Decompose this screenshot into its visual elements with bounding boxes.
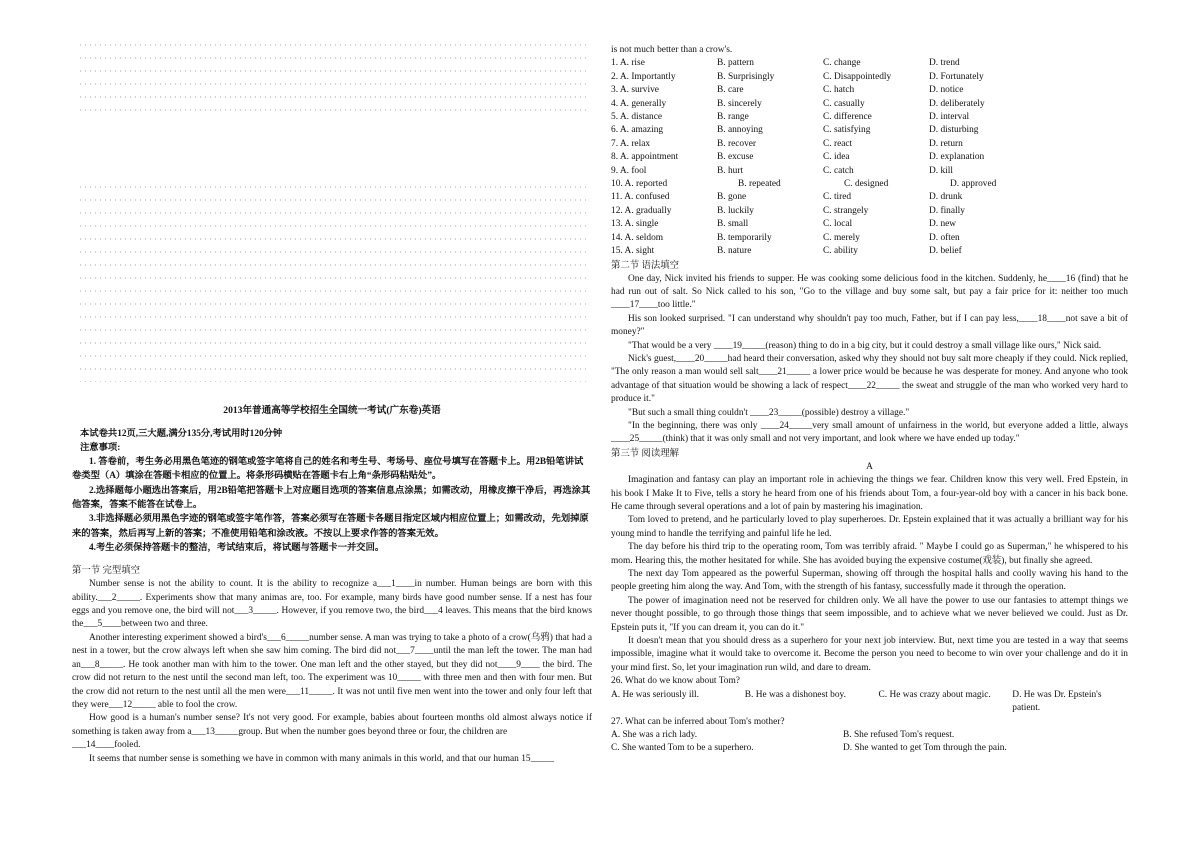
answer-option: C. She wanted Tom to be a superhero.: [611, 743, 754, 754]
option: C. difference: [823, 112, 872, 123]
option: D. disturbing: [929, 125, 979, 136]
option: D. explanation: [929, 152, 985, 163]
answer-option: D. He was Dr. Epstein's patient.: [1012, 689, 1102, 714]
option: C. ability: [823, 246, 858, 257]
option-row: [611, 98, 1128, 111]
note-item: 1. 答卷前，考生务必用黑色笔迹的钢笔或签字笔将自己的姓名和考生号、考场号、座位号填写在答题卡上。用2B铅笔讲试卷类型（A）填涂在答题卡相应的位置上。将条形码横贴在答题卡右上角“条形码粘贴处”。: [72, 457, 584, 482]
option-row: [611, 124, 1128, 137]
option: 10. A. reported: [611, 179, 668, 190]
option: C. local: [823, 219, 853, 230]
option: D. return: [929, 138, 963, 149]
option: 14. A. seldom: [611, 232, 664, 243]
option: C. react: [823, 138, 853, 149]
option: B. range: [717, 112, 749, 123]
answer-row: [611, 729, 1128, 742]
option: C. Disappointedly: [823, 71, 892, 82]
option-row: [611, 84, 1128, 97]
option: B. annoying: [717, 125, 763, 136]
grammar-paragraph: "In the beginning, there was only ____24_____very small amount of unfairness in the world, but everyone added a little, always ____25_____(think) that it was only small and not very important, and look where we have ended up today.": [611, 420, 1128, 445]
grammar-paragraph: Nick's guest,____20_____had heard their conversation, asked why they should not buy salt more cheaply if they could. Nick replied, "The only reason a man would sell salt____21_____ a lower price would be because he was desperate for money. And anyone who took advantage of that situation would be showing a lack of respect____22_____ the sweat and struggle of the man who worked very hard to produce it.": [611, 353, 1128, 405]
option-row: [611, 205, 1128, 218]
option: D. deliberately: [929, 98, 985, 109]
option: 1. A. rise: [611, 58, 645, 69]
reading-paragraph: Imagination and fantasy can play an important role in achieving the things we fear. Children know this very well. Fred Epstein, in his book I Make It to Five, tells a story he heard from one of his friends about Tom, a four-year-old boy with a cancer in his back bone. He came through several operations and a lot of pain by mastering his imagination.: [611, 475, 1128, 512]
cloze-continuation: is not much better than a crow's.: [611, 45, 733, 55]
option: D. belief: [929, 246, 962, 257]
reading-paragraph: The day before his third trip to the operating room, Tom was terribly afraid. " Maybe I could go as Superman," he whispered to his mom. Hearing this, the mother hesitated for while. She has avoided buying the expensive costume(戏装), but finally she agreed.: [611, 542, 1128, 566]
option: C. catch: [823, 165, 854, 176]
grammar-paragraph: "But such a small thing couldn't ____23_____(possible) destroy a village.": [628, 407, 910, 418]
option: D. interval: [929, 112, 970, 123]
option: B. pattern: [717, 58, 754, 69]
grammar-paragraph: His son looked surprised. "I can understand why shouldn't pay too much, Father, but if I can pay less,____18____not save a bit of money?": [611, 313, 1128, 338]
option: D. Fortunately: [929, 71, 984, 82]
option-row: [611, 165, 1128, 178]
right-column: [611, 44, 1128, 756]
option: 6. A. amazing: [611, 125, 664, 136]
exam-info: 本试卷共12页,三大题,满分135分,考试用时120分钟: [80, 428, 283, 439]
option: C. hatch: [823, 85, 855, 96]
note-item: 4.考生必须保持答题卡的整洁，考试结束后，将试题与答题卡一并交回。: [89, 542, 385, 553]
option: D. drunk: [929, 192, 963, 203]
answer-option: A. She was a rich lady.: [611, 729, 698, 740]
option: C. change: [823, 58, 861, 69]
answer-option: A. He was seriously ill.: [611, 689, 700, 700]
options-list: [611, 57, 1128, 258]
option: D. trend: [929, 58, 960, 69]
answer-row: [611, 689, 1128, 716]
reading-paragraph: It doesn't mean that you should dress as a superhero for your next job interview. But, next time you are tested in a way that seems impossible, imagine what it would take to overcome it. Become the person you need to become to win over your challenge and do it in your mind first. So, let your imagination run wild, and dare to dream.: [611, 636, 1128, 673]
faded-text-block: [80, 44, 590, 116]
cloze-paragraph: How good is a human's number sense? It's not very good. For example, babies about fourteen months old almost always notice if something is taken away from a___13_____group. But when the number goes beyond three or four, the children are: [72, 713, 592, 737]
option: C. designed: [844, 179, 889, 190]
option: B. luckily: [717, 205, 754, 216]
option: 7. A. relax: [611, 138, 651, 149]
option: 15. A. sight: [611, 246, 655, 257]
option: D. kill: [929, 165, 953, 176]
option: B. nature: [717, 246, 752, 257]
option: D. notice: [929, 85, 964, 96]
answer-option: B. She refused Tom's request.: [843, 729, 955, 740]
section3-title: 第三节 阅读理解: [611, 448, 679, 459]
option: B. sincerely: [717, 98, 762, 109]
option: B. care: [717, 85, 744, 96]
question-27: 27. What can be inferred about Tom's mother?: [611, 716, 785, 727]
option-row: [611, 138, 1128, 151]
option: D. approved: [950, 179, 997, 190]
note-item: 3.非选择题必须用黑色字迹的钢笔或签字笔作答，答案必须写在答题卡各题目指定区域内相应位置上；如需改动，先划掉原来的答案，然后再写上新的答案；不准使用铅笔和涂改液。不按以上要求作答的答案无效。: [72, 514, 589, 539]
option-row: [611, 178, 1128, 191]
option: D. new: [929, 219, 957, 230]
left-column: [72, 404, 592, 766]
option: B. gone: [717, 192, 747, 203]
reading-paragraph: Tom loved to pretend, and he particularly loved to play superheroes. Dr. Epstein explained that it was actually a brilliant way for his young mind to handle the terrifying and painful life he led.: [611, 515, 1128, 539]
section2-title: 第二节 语法填空: [611, 260, 679, 271]
answer-option: B. He was a dishonest boy.: [744, 689, 846, 700]
option: C. casually: [823, 98, 865, 109]
option: C. tired: [823, 192, 852, 203]
option: B. small: [717, 219, 749, 230]
cloze-paragraph: Another interesting experiment showed a bird's___6_____number sense. A man was trying to take a photo of a crow(乌鸦) that had a nest in a tower, but the crow always left when she saw him coming. The bird did not___7____until the man left the tower. The man had an___8_____. He took another man with him to the tower. One man left and the other stayed, but they did not____9____ the bird. The crow did not return to the nest until the second man left, too. The experiment was 10_____ with three men and then with four men. But the crow did not return to the nest until all the men were___11_____. It was not until five men went into the tower and only four left that they were___12_____ able to fool the crow.: [72, 632, 592, 710]
cloze-paragraph: It seems that number sense is something we have in common with many animals in this world, and that our human 15_____: [89, 753, 555, 764]
option: D. finally: [929, 205, 965, 216]
option: 5. A. distance: [611, 112, 663, 123]
faded-text-block: [80, 186, 590, 382]
cloze-paragraph: ___14____fooled.: [72, 740, 141, 751]
question-26: 26. What do we know about Tom?: [611, 676, 740, 687]
option-row: [611, 71, 1128, 84]
option: B. excuse: [717, 152, 754, 163]
cloze-paragraph: Number sense is not the ability to count. It is the ability to recognize a___1____in number. Human beings are born with this ability.___2_____. Experiments show that many animas are, too. For example, many birds have good number sense. If a nest has four eggs and you remove one, the bird will not___3_____. However, if you remove two, the bird___4 leaves. This means that the bird knows the___5____between two and three.: [72, 579, 592, 630]
option: 13. A. single: [611, 219, 659, 230]
reading-paragraph: The next day Tom appeared as the powerful Superman, showing off through the hospital halls and coolly waving his hand to the people greeting him along the way. And Tom, with the strength of his fantasy, successfully made it through the operation.: [611, 569, 1128, 593]
option: 11. A. confused: [611, 192, 670, 203]
option: 3. A. survive: [611, 85, 659, 96]
option: 12. A. gradually: [611, 205, 672, 216]
grammar-paragraph: One day, Nick invited his friends to supper. He was cooking some delicious food in the kitchen. Suddenly, he____16 (find) that he had run out of salt. So Nick called to his son, "Go to the village and buy some salt, but pay a fair price for it: neither too much ____17____too little.": [611, 273, 1128, 311]
notes-heading: 注意事项:: [80, 442, 121, 453]
option: 2. A. Importantly: [611, 71, 676, 82]
answer-option: D. She wanted to get Tom through the pain.: [843, 743, 1007, 754]
option-row: [611, 57, 1128, 70]
option-row: [611, 245, 1128, 258]
option-row: [611, 151, 1128, 164]
section1-title: 第一节 完型填空: [72, 566, 140, 577]
option-row: [611, 232, 1128, 245]
exam-title: 2013年普通高等学校招生全国统一考试(广东卷)英语: [223, 405, 441, 416]
answer-option: C. He was crazy about magic.: [878, 689, 991, 700]
option: C. merely: [823, 232, 860, 243]
passage-label: A: [866, 461, 873, 472]
option: 4. A. generally: [611, 98, 667, 109]
option: D. often: [929, 232, 960, 243]
option: B. repeated: [738, 179, 781, 190]
note-item: 2.选择题每小题选出答案后，用2B铅笔把答题卡上对应题目选项的答案信息点涂黑；如需改动，用橡皮擦干净后，再选涂其他答案，答案不能答在试卷上。: [72, 485, 591, 511]
option: B. Surprisingly: [717, 71, 775, 82]
reading-paragraph: The power of imagination need not be reserved for children only. We all have the power to use our fantasies to attempt things we never thought possible, to go through those things that seem impossible, and to achieve what we never believed we could. Just as Dr. Epstein puts it, "If you can dream it, you can do it.": [611, 595, 1128, 633]
option: C. strangely: [823, 205, 869, 216]
option: C. idea: [823, 152, 850, 163]
option: B. hurt: [717, 165, 744, 176]
option-row: [611, 191, 1128, 204]
option-row: [611, 218, 1128, 231]
option: B. temporarily: [717, 232, 772, 243]
option: 9. A. fool: [611, 165, 647, 176]
answer-row: [611, 742, 1128, 755]
option: 8. A. appointment: [611, 152, 679, 163]
grammar-paragraph: "That would be a very ____19_____(reason) thing to do in a big city, but it could destroy a small village like ours," Nick said.: [628, 340, 1102, 351]
option: B. recover: [717, 138, 757, 149]
option: C. satisfying: [823, 125, 871, 136]
option-row: [611, 111, 1128, 124]
